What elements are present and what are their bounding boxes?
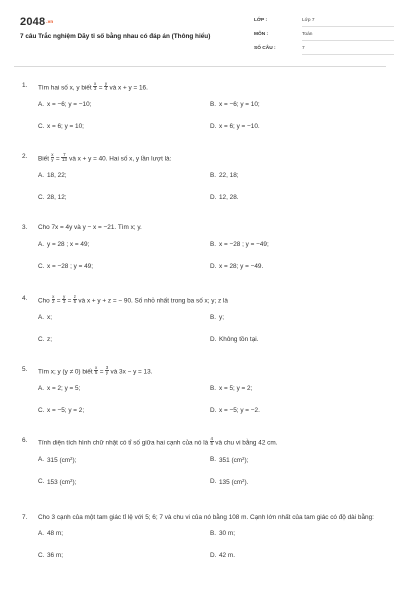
question-4 xyxy=(22,295,382,354)
fraction: $\frac{z}{5}$ xyxy=(73,294,77,305)
fraction: $\frac{y}{4}$ xyxy=(104,81,108,92)
answer-options: A. 315 $(cm^2)$; B. 351 $(cm^2)$; C. 153 $(cm^2)$; D. 135 $(cm^2)$. xyxy=(38,456,249,487)
meta-subject: MÔN : Toán xyxy=(254,30,394,44)
question-1 xyxy=(22,82,382,141)
question-text: 2. Biết $\frac{x}{y}$ = $\frac{7}{13}$ và x + y = 40. Hai số x, y lần lượt là: xyxy=(22,152,172,163)
question-text: 4. Cho $\frac{x}{2}$ = $\frac{y}{3}$ = $\frac{z}{5}$ và x + y + z = − 90. Số nhỏ nhất trong ba số x; y; z là xyxy=(22,294,228,305)
question-text: 3. Cho 7x = 4y và y − x = −21. Tìm x; y. xyxy=(22,224,142,231)
meta-class: LỚP : Lớp 7 xyxy=(254,16,394,30)
fraction: $\frac{x}{3}$ xyxy=(93,81,97,92)
fraction: $\frac{y}{3}$ xyxy=(62,294,66,305)
fraction: $\frac{x}{2}$ xyxy=(52,294,55,305)
site-logo[interactable]: $2048^{.vn}$ xyxy=(20,16,54,28)
answer-options: A. 18, 22; B. 22, 18; C. 28, 12; D. 12, 28. xyxy=(38,172,239,202)
question-3 xyxy=(22,224,382,281)
meta-count: SỐ CÂU : 7 xyxy=(254,44,394,58)
fraction: $\frac{4}{5}$ xyxy=(210,436,213,447)
header-divider xyxy=(14,66,386,67)
answer-options: A. x = −6; y = −10; B. x = −6; y = 10; C. x = 6; y = 10; D. x = 6; y = −10. xyxy=(38,101,260,131)
fraction: $\frac{x}{y}$ xyxy=(51,152,54,163)
question-text: 1. Tìm hai số x, y biết $\frac{x}{3}$ = $\frac{y}{4}$ và x + y = 16. xyxy=(22,81,148,92)
question-text: 5. Tìm x; y (y ≠ 0) biết $\frac{x}{5}$ = $\frac{3}{y}$ và 3x − y = 13. xyxy=(22,365,153,376)
quiz-title: 7 câu Trắc nghiệm Dãy tỉ số bằng nhau có đáp án (Thông hiểu) xyxy=(20,33,211,40)
fraction: $\frac{7}{13}$ xyxy=(61,152,67,163)
question-7 xyxy=(22,514,382,570)
page-header xyxy=(20,14,382,60)
question-6 xyxy=(22,437,382,496)
question-text: 7. Cho 3 cạnh của một tam giác tỉ lệ với 5; 6; 7 và chu vi của nó bằng 108 m. Cạnh lớn nhất của tam giác có độ dài bằng: xyxy=(22,514,374,521)
question-5 xyxy=(22,366,382,425)
question-2 xyxy=(22,153,382,212)
fraction: $\frac{x}{5}$ xyxy=(94,365,98,376)
answer-options: A. x = 2; y = 5; B. x = 5; y = 2; C. x = −5; y = 2; D. x = −5; y = −2. xyxy=(38,385,260,415)
quiz-meta xyxy=(254,16,394,58)
answer-options: A. x; B. y; C. z; D. Không tồn tại. xyxy=(38,314,259,344)
fraction: $\frac{3}{y}$ xyxy=(105,365,109,376)
answer-options: A. 48 m; B. 30 m; C. 36 m; D. 42 m. xyxy=(38,530,235,559)
question-text: 6. Tính diện tích hình chữ nhật có tỉ số giữa hai cạnh của nó là $\frac{4}{5}$ và chu vi bằng 42 cm. xyxy=(22,436,278,447)
answer-options: A. y = 28 ; x = 49; B. x = −28 ; y = −49; C. x = −28 ; y = 49; D. x = 28; y = −49. xyxy=(38,241,269,270)
